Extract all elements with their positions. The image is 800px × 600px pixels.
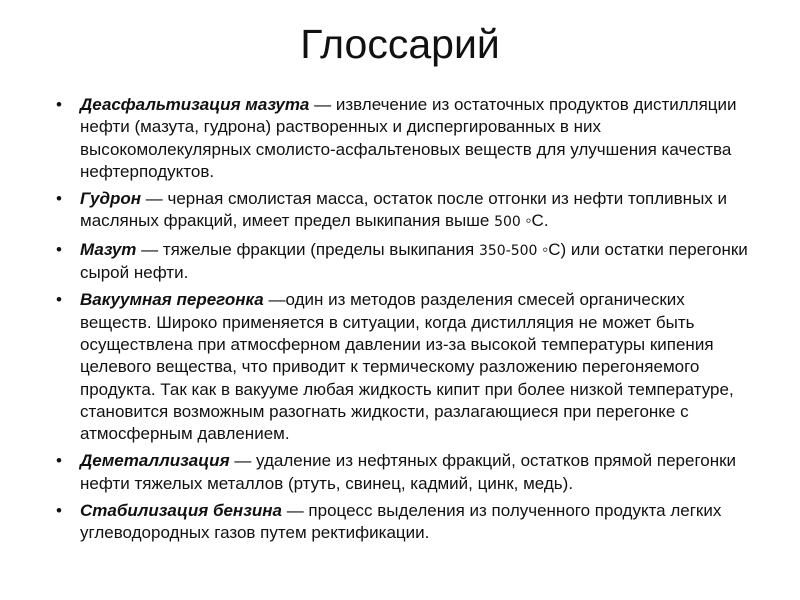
glossary-term: Деметаллизация (80, 451, 230, 471)
glossary-entry-gasoline-stabilization (56, 500, 756, 545)
glossary-definition: ◦С) или остатки перегонки сырой нефти. (80, 239, 748, 283)
bullet-icon: • (56, 451, 62, 471)
bullet-icon: • (56, 290, 62, 310)
glossary-definition: — извлечение из остаточных продуктов дистилляции нефти (мазута, гудрона) растворенных и диспергированных в них высокомолекулярных смолисто-асфальтеновых веществ для улучшения качества нефтерподуктов. (80, 95, 737, 181)
glossary-term: Гудрон (80, 189, 142, 209)
glossary-term: Стабилизация бензина (80, 501, 282, 521)
glossary-entry-demetallization (56, 450, 756, 495)
glossary-term: Вакуумная перегонка (80, 290, 264, 310)
glossary-entry-fuel-oil (56, 239, 756, 285)
bullet-icon: • (56, 189, 62, 209)
glossary-definition-number: 350-500 (478, 242, 538, 259)
glossary-definition: — черная смолистая масса, остаток после отгонки из нефти топливных и масляных фракций, имеет предел выкипания выше (80, 189, 728, 231)
glossary-definition: — тяжелые фракции (пределы выкипания (136, 239, 479, 259)
glossary-definition: — процесс выделения из полученного продукта легких углеводородных газов путем ректификации. (80, 501, 722, 543)
glossary-entry-deasphalting (56, 94, 756, 183)
slide-title: Глоссарий (300, 21, 500, 67)
glossary-entry-vacuum-distillation (56, 289, 756, 445)
glossary-definition-number: 500 (494, 214, 521, 231)
glossary-definition: — удаление из нефтяных фракций, остатков прямой перегонки нефти тяжелых металлов (ртуть, свинец, кадмий, цинк, медь). (80, 451, 737, 493)
glossary-list (56, 94, 756, 550)
glossary-entry-tar (56, 188, 756, 234)
bullet-icon: • (56, 239, 62, 259)
glossary-definition: ◦С. (520, 211, 549, 231)
bullet-icon: • (56, 501, 62, 521)
bullet-icon: • (56, 95, 62, 114)
glossary-term: Мазут (80, 239, 137, 259)
glossary-definition: —один из методов разделения смесей органических веществ. Широко применяется в ситуации, когда дистилляция не может быть осуществлена при атмосферном давлении из-за высокой температуры кипения целевого вещества, что приводит к термическому разложению перегоняемого продукта. Так как в вакууме любая жидкость кипит при более низкой температуре, становится возможным разогнать жидкости, разлагающиеся при перегонке с атмосферным давлением. (80, 290, 734, 444)
glossary-term: Деасфальтизация мазута (80, 95, 310, 114)
